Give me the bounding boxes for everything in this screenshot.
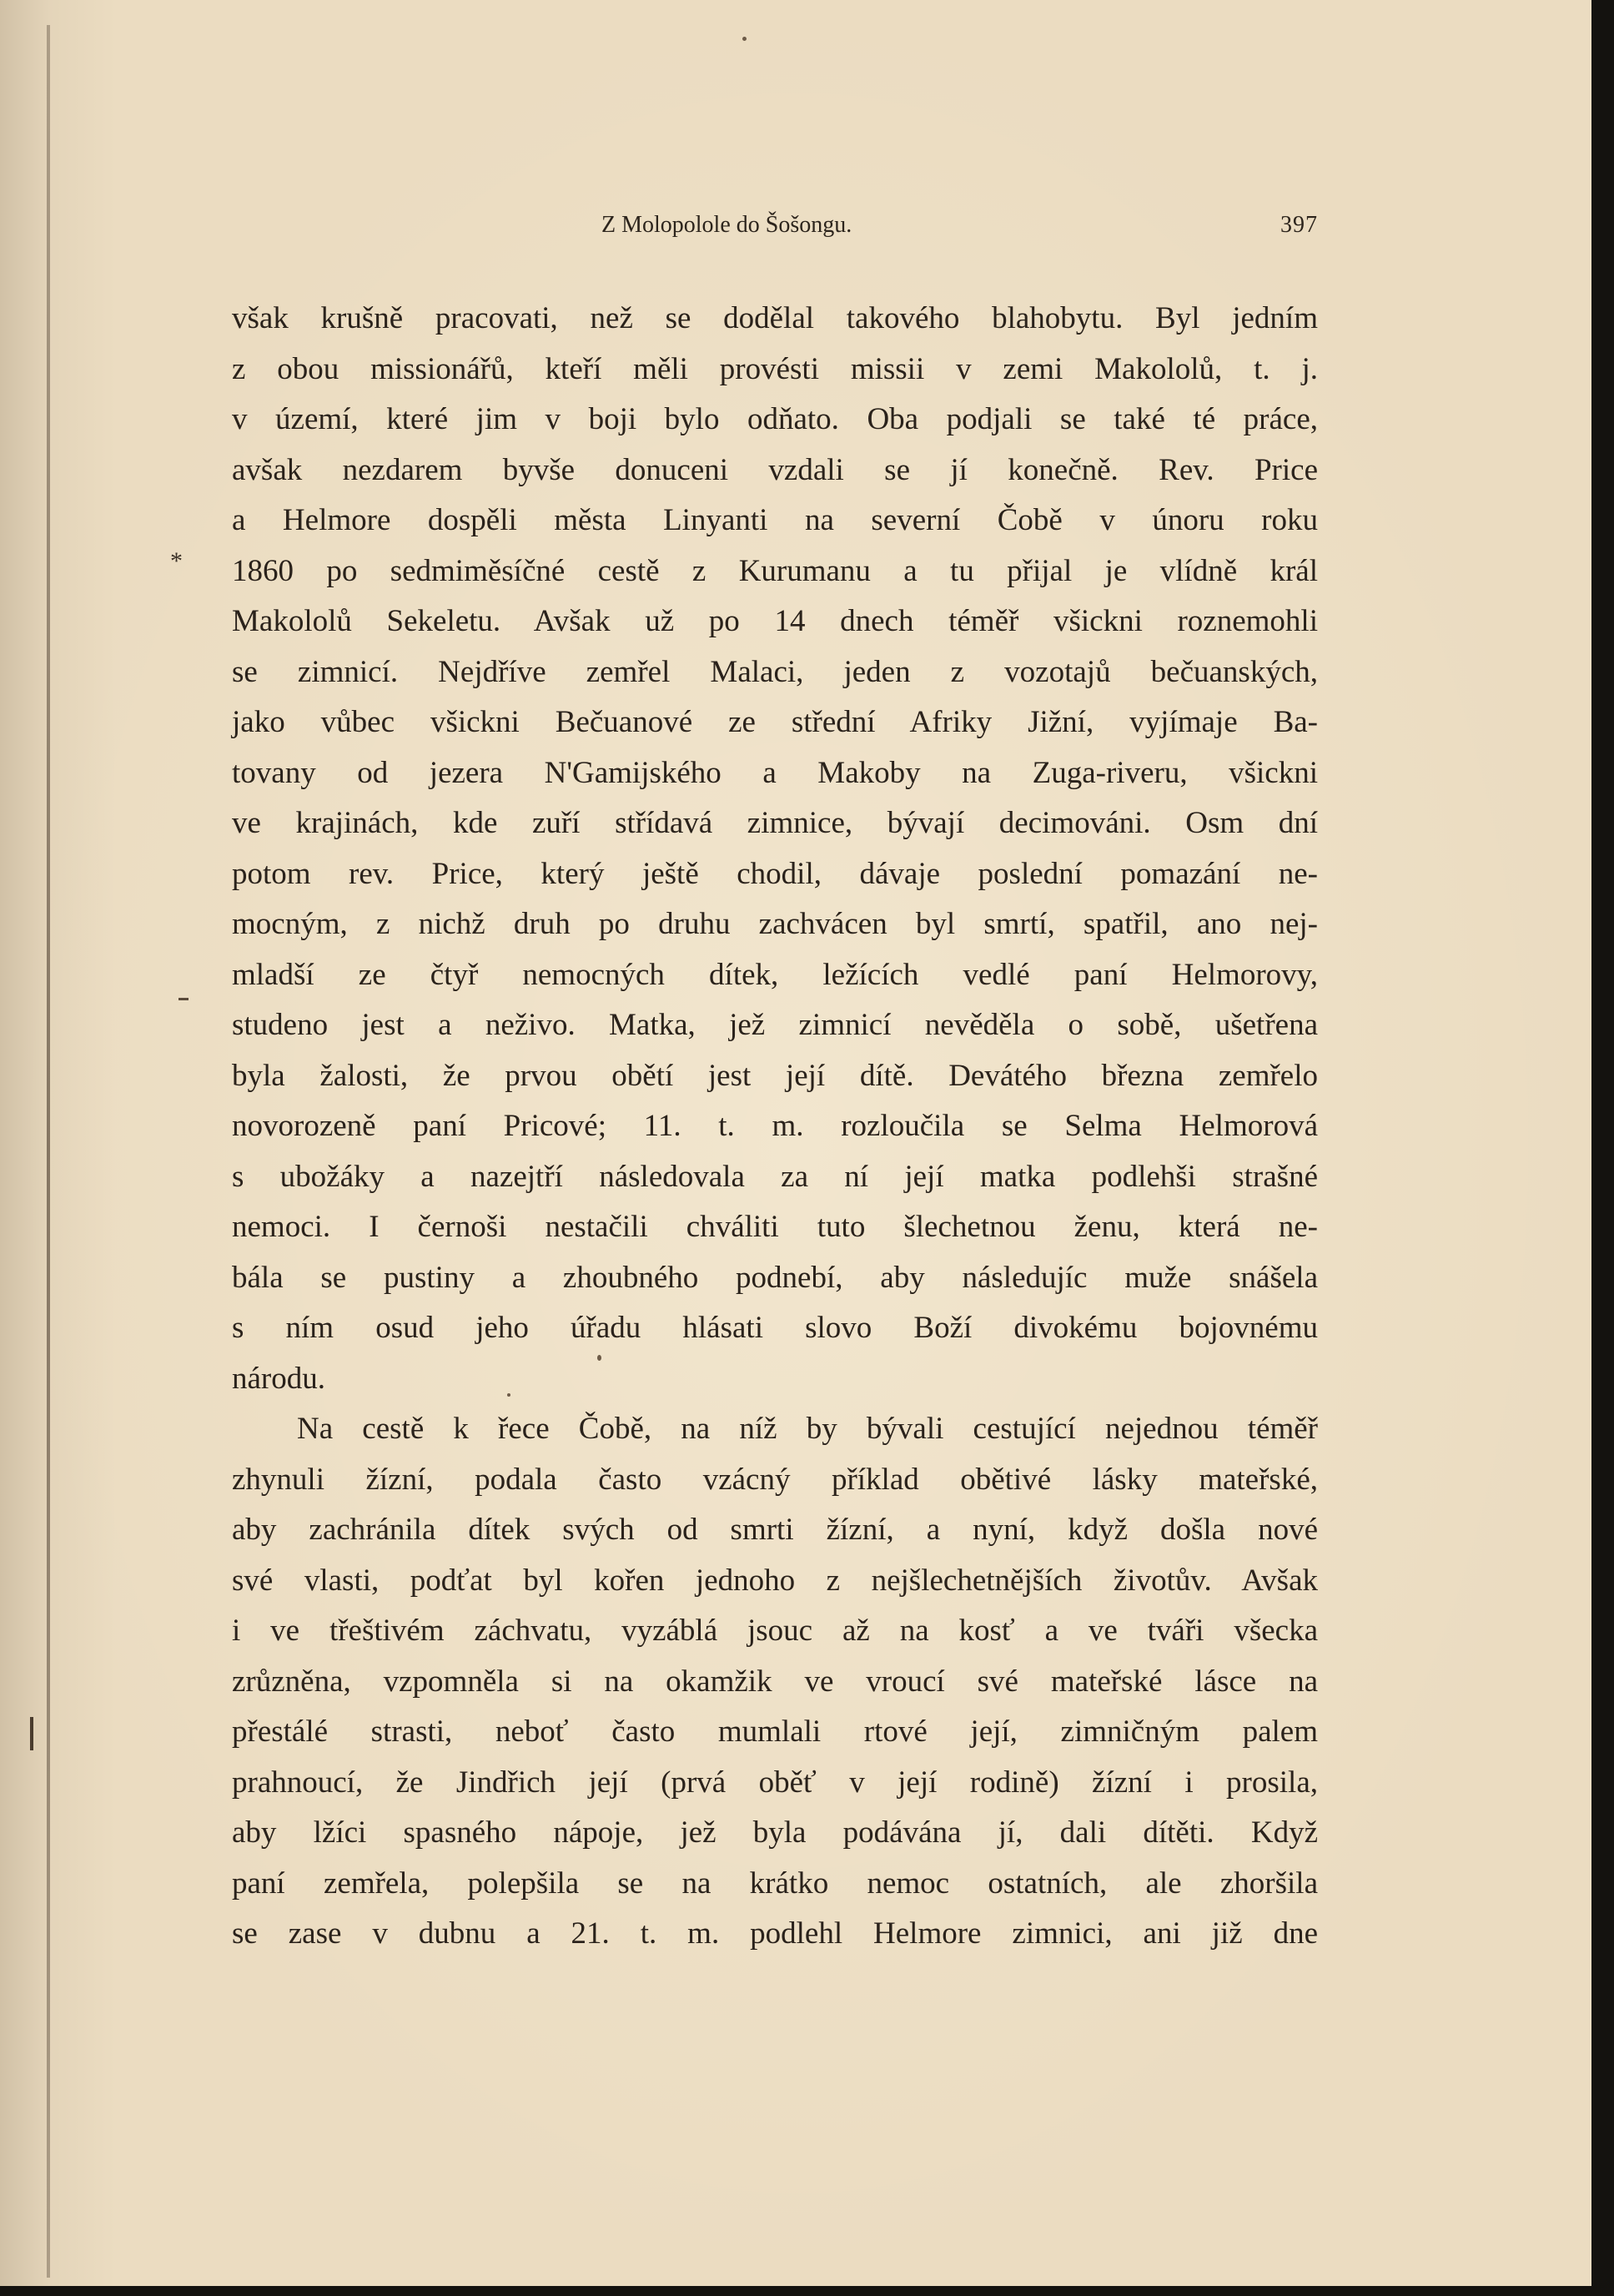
- text-line: aby lžíci spasného nápoje, jež byla podávána jí, dali dítěti. Když: [232, 1815, 1318, 1850]
- text-line: se zimnicí. Nejdříve zemřel Malaci, jeden z vozotajů bečuanských,: [232, 654, 1318, 689]
- text-line: nemoci. I černoši nestačili chváliti tuto šlechetnou ženu, která ne-: [232, 1210, 1318, 1244]
- text-line: prahnoucí, že Jindřich její (prvá oběť v její rodině) žízní i prosila,: [232, 1765, 1318, 1800]
- text-line: s ním osud jeho úřadu hlásati slovo Boží divokému bojovnému: [232, 1311, 1318, 1345]
- text-line: však krušně pracovati, než se dodělal takového blahobytu. Byl jedním: [232, 301, 1318, 335]
- text-line: se zase v dubnu a 21. t. m. podlehl Helmore zimnici, ani již dne: [232, 1916, 1318, 1951]
- page-number: 397: [1280, 212, 1318, 238]
- text-line: ve krajinách, kde zuří střídavá zimnice, bývají decimováni. Osm dní: [232, 806, 1318, 840]
- body-text: [232, 294, 1318, 1960]
- margin-bracket-mark: [30, 1717, 33, 1750]
- text-line: zhynuli žízní, podala často vzácný příklad obětivé lásky mateřské,: [232, 1462, 1318, 1497]
- text-line: v území, které jim v boji bylo odňato. Oba podjali se také té práce,: [232, 402, 1318, 436]
- running-head: [232, 212, 1318, 245]
- paper-speck: [742, 37, 747, 41]
- text-line: aby zachránila dítek svých od smrti žízní, a nyní, když došla nové: [232, 1513, 1318, 1547]
- text-line: Makololů Sekeletu. Avšak už po 14 dnech téměř všickni roznemohli: [232, 604, 1318, 638]
- text-line: 1860 po sedmiměsíčné cestě z Kurumanu a tu přijal je vlídně král: [232, 553, 1318, 588]
- text-line: s ubožáky a nazejtří následovala za ní její matka podlehši strašné: [232, 1159, 1318, 1194]
- text-line: a Helmore dospěli města Linyanti na severní Čobě v únoru roku: [232, 503, 1318, 537]
- text-line: zrůzněna, vzpomněla si na okamžik ve vroucí své mateřské lásce na: [232, 1664, 1318, 1699]
- running-title: Z Molopolole do Šošongu.: [601, 212, 852, 238]
- text-line: byla žalosti, že prvou obětí jest její dítě. Devátého března zemřelo: [232, 1058, 1318, 1093]
- text-line: studeno jest a neživo. Matka, jež zimnicí nevěděla o sobě, ušetřena: [232, 1008, 1318, 1042]
- text-line: přestálé strasti, neboť často mumlali rtové její, zimničným palem: [232, 1714, 1318, 1749]
- binding-gutter: [47, 25, 50, 2278]
- text-line: paní zemřela, polepšila se na krátko nemoc ostatních, ale zhoršila: [232, 1866, 1318, 1901]
- text-line: mocným, z nichž druh po druhu zachvácen byl smrtí, spatřil, ano nej-: [232, 907, 1318, 941]
- margin-dash-mark: [178, 998, 189, 1000]
- text-line: mladší ze čtyř nemocných dítek, ležících vedlé paní Helmorovy,: [232, 957, 1318, 992]
- text-line: avšak nezdarem byvše donuceni vzdali se jí konečně. Rev. Price: [232, 452, 1318, 487]
- page-edge-shadow: [1591, 0, 1614, 2296]
- margin-star-mark: *: [170, 547, 183, 575]
- text-line: své vlasti, podťat byl kořen jednoho z nejšlechetnějších životův. Avšak: [232, 1563, 1318, 1598]
- text-line: bála se pustiny a zhoubného podnebí, aby následujíc muže snášela: [232, 1260, 1318, 1295]
- text-line: novorozeně paní Pricové; 11. t. m. rozloučila se Selma Helmorová: [232, 1109, 1318, 1143]
- paragraph-start-line: Na cestě k řece Čobě, na níž by bývali cestující nejednou téměř: [297, 1412, 1318, 1446]
- text-line: z obou missionářů, kteří měli provésti missii v zemi Makololů, t. j.: [232, 351, 1318, 386]
- text-line: potom rev. Price, který ještě chodil, dávaje poslední pomazání ne-: [232, 856, 1318, 891]
- text-line: i ve třeštivém záchvatu, vyzáblá jsouc až na kosť a ve tváři všecka: [232, 1614, 1318, 1648]
- bottom-edge-shadow: [0, 2286, 1614, 2296]
- text-line: jako vůbec všickni Bečuanové ze střední Afriky Jižní, vyjímaje Ba-: [232, 705, 1318, 739]
- text-line: tovany od jezera N'Gamijského a Makoby na Zuga-riveru, všickni: [232, 755, 1318, 790]
- paragraph-end-line: národu.: [232, 1361, 325, 1396]
